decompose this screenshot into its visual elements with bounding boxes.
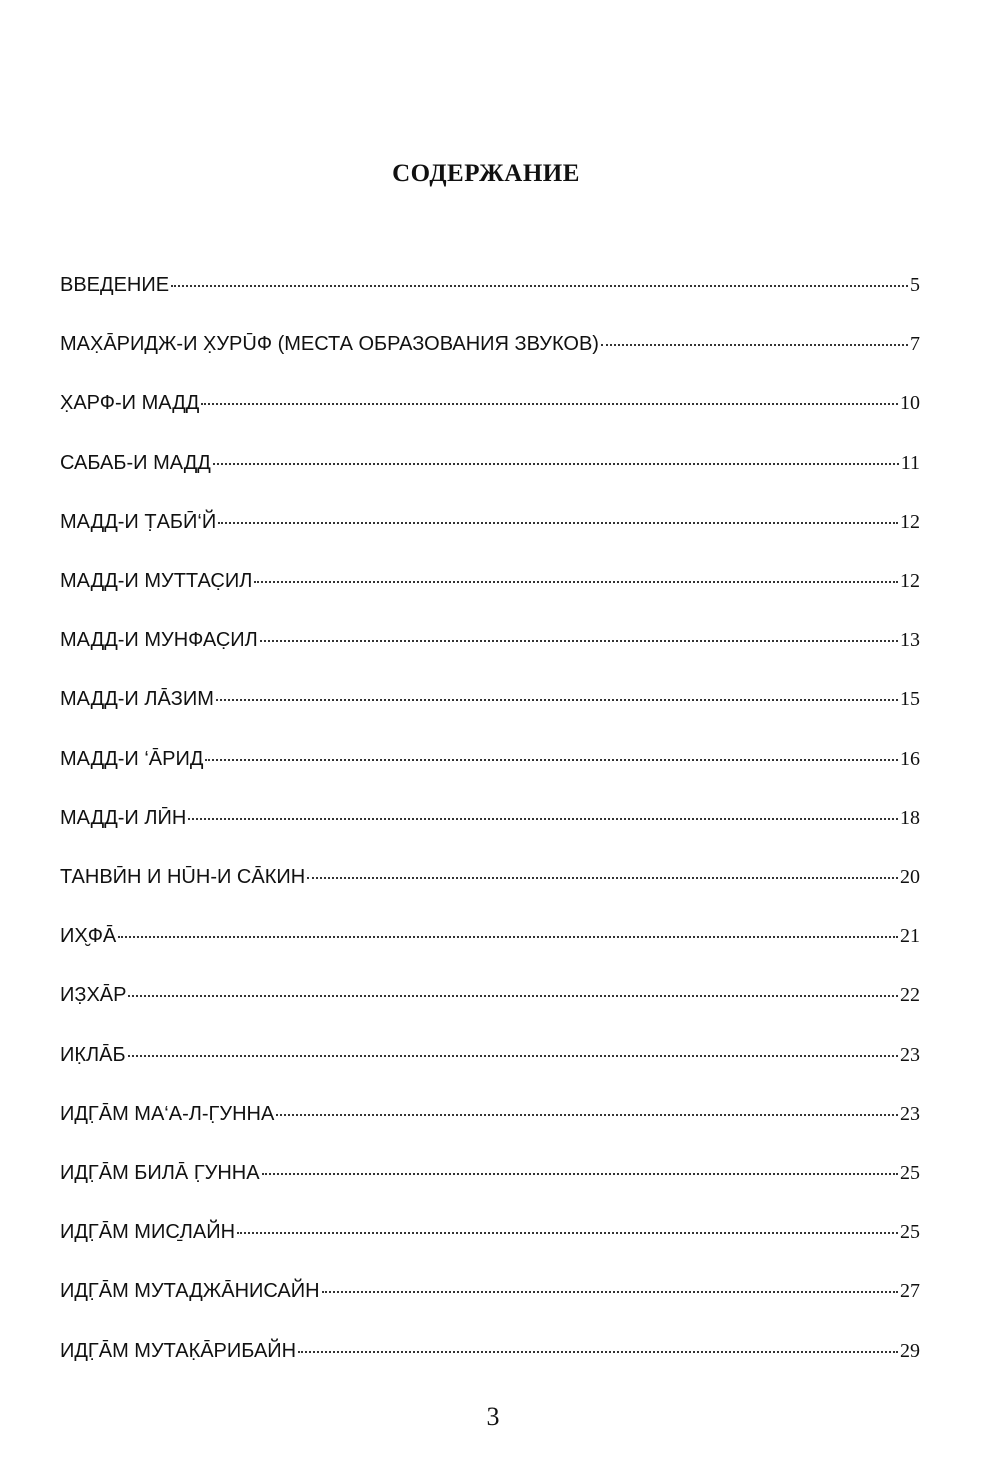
toc-entry bbox=[60, 1162, 920, 1198]
toc-entry-label: ВВЕДЕНИЕ bbox=[60, 274, 170, 296]
toc-entry bbox=[60, 925, 920, 961]
toc-entry-label: МАДД-И ‘ĀРИД bbox=[60, 747, 204, 770]
dot-leader bbox=[205, 759, 898, 761]
toc-entry-label: ИЗ̣ХĀР bbox=[60, 984, 127, 1007]
toc-entry-page: 23 bbox=[900, 1102, 920, 1125]
toc-entry-page: 23 bbox=[900, 1043, 920, 1066]
toc-entry-label: ИДГ̣ĀМ МУТАДЖĀНИСАЙН bbox=[60, 1280, 320, 1303]
dot-leader bbox=[262, 1173, 898, 1175]
toc-entry-label: МАДД-И Т̣АБӢ‘Й bbox=[60, 510, 217, 533]
toc-entry-label: МАДД-И МУТТАС̣ИЛ bbox=[60, 570, 253, 592]
dot-leader bbox=[307, 877, 898, 879]
toc-entry bbox=[60, 511, 920, 547]
toc-entry-page: 10 bbox=[900, 392, 920, 415]
toc-entry-page: 20 bbox=[900, 866, 920, 888]
toc-entry-label: ИДГ̣ĀМ МУТАК̣ĀРИБАЙН bbox=[60, 1339, 297, 1362]
dot-leader bbox=[171, 285, 908, 287]
toc-entry-label: ИДГ̣ĀМ МИС̱ЛАЙН bbox=[60, 1221, 236, 1244]
toc-entry-page: 22 bbox=[900, 984, 920, 1007]
toc-entry bbox=[60, 570, 920, 606]
toc-entry-page: 12 bbox=[900, 510, 920, 533]
dot-leader bbox=[128, 1055, 898, 1057]
dot-leader bbox=[216, 699, 898, 701]
toc-entry bbox=[60, 333, 920, 369]
toc-entry-label: ТАНВӢН И НŪН-И СĀКИН bbox=[60, 866, 306, 888]
toc-entry-page: 29 bbox=[900, 1339, 920, 1362]
toc-entry bbox=[60, 1280, 920, 1316]
toc-entry-label: ИДГ̣ĀМ МА‘А-Л-Г̣УННА bbox=[60, 1102, 275, 1125]
toc-entry bbox=[60, 807, 920, 843]
dot-leader bbox=[322, 1291, 898, 1293]
toc-entry-label: МАХ̣ĀРИДЖ-И Х̣УРŪФ (МЕСТА ОБРАЗОВАНИЯ ЗВУКОВ) bbox=[60, 333, 599, 356]
dot-leader bbox=[128, 995, 898, 997]
toc-entry bbox=[60, 274, 920, 310]
dot-leader bbox=[254, 581, 898, 583]
toc-entry bbox=[60, 1340, 920, 1376]
page-title: СОДЕРЖАНИЕ bbox=[392, 160, 580, 187]
dot-leader bbox=[118, 936, 898, 938]
toc-entry-page: 5 bbox=[910, 274, 920, 296]
toc-entry-page: 27 bbox=[900, 1280, 920, 1303]
toc-entry bbox=[60, 984, 920, 1020]
dot-leader bbox=[601, 344, 908, 346]
page-number: 3 bbox=[486, 1402, 500, 1431]
toc-entry-page: 15 bbox=[900, 688, 920, 711]
dot-leader bbox=[298, 1351, 898, 1353]
dot-leader bbox=[218, 522, 898, 524]
toc-entry-label: ИДГ̣ĀМ БИЛĀ Г̣УННА bbox=[60, 1162, 260, 1184]
toc-entry bbox=[60, 866, 920, 902]
toc-entry-label: МАДД-И МУНФАС̣ИЛ bbox=[60, 629, 258, 652]
toc-entry-page: 13 bbox=[900, 629, 920, 652]
dot-leader bbox=[201, 403, 898, 405]
dot-leader bbox=[188, 818, 898, 820]
dot-leader bbox=[213, 463, 899, 465]
toc-entry-page: 11 bbox=[900, 451, 920, 474]
toc-entry-page: 25 bbox=[900, 1162, 920, 1184]
toc-entry bbox=[60, 1103, 920, 1139]
toc-entry bbox=[60, 629, 920, 665]
toc-entry-page: 25 bbox=[900, 1221, 920, 1244]
toc-entry-page: 21 bbox=[900, 925, 920, 948]
toc-entry-page: 18 bbox=[900, 806, 920, 829]
dot-leader bbox=[237, 1232, 898, 1234]
toc-entry bbox=[60, 1044, 920, 1080]
toc-entry bbox=[60, 748, 920, 784]
toc-entry-page: 12 bbox=[900, 570, 920, 592]
toc-entry-label: САБАБ-И МАДД bbox=[60, 451, 211, 474]
toc-entry-page: 7 bbox=[910, 333, 920, 356]
toc-entry-page: 16 bbox=[900, 747, 920, 770]
toc-entry-label: ИК̣ЛĀБ bbox=[60, 1043, 126, 1066]
toc-entry-label: МАДД-И ЛӢН bbox=[60, 806, 187, 829]
toc-entry-label: ИХ̮ФĀ bbox=[60, 925, 117, 948]
toc-entry bbox=[60, 1221, 920, 1257]
toc-entry bbox=[60, 688, 920, 724]
dot-leader bbox=[276, 1114, 898, 1116]
toc-entry bbox=[60, 452, 920, 488]
dot-leader bbox=[260, 640, 898, 642]
toc-entry bbox=[60, 392, 920, 428]
toc-entry-label: Х̣АРФ-И МАДД bbox=[60, 392, 200, 415]
toc-entry-label: МАДД-И ЛĀЗИМ bbox=[60, 688, 214, 711]
